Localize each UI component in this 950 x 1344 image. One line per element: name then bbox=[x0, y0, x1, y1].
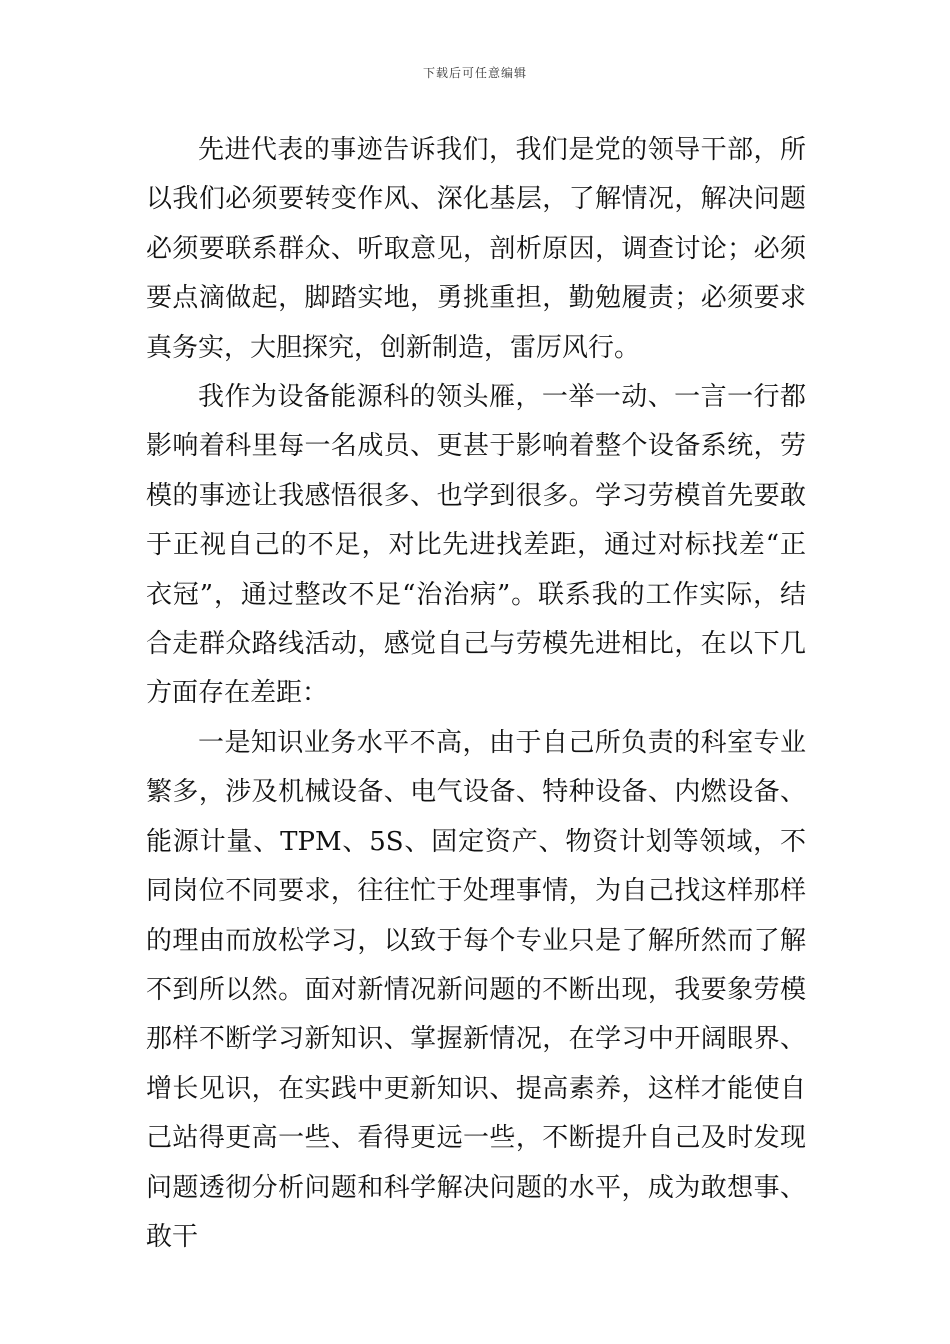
paragraph-1: 先进代表的事迹告诉我们，我们是党的领导干部，所以我们必须要转变作风、深化基层，了解情况，解决问题必须要联系群众、听取意见，剖析原因，调查讨论；必须要点滴做起，脚踏实地，勇挑重担，勤勉履责；必须要求真务实，大胆探究，创新制造，雷厉风行。 bbox=[146, 135, 806, 363]
paragraph-2: 我作为设备能源科的领头雁，一举一动、一言一行都影响着科里每一名成员、更甚于影响着整个设备系统，劳模的事迹让我感悟很多、也学到很多。学习劳模首先要敢于正视自己的不足，对比先进找差距，通过对标找差“正衣冠”，通过整改不足“治治病”。联系我的工作实际，结合走群众路线活动，感觉自己与劳模先进相比，在以下几方面存在差距： bbox=[146, 382, 806, 709]
paragraph-3: 一是知识业务水平不高，由于自己所负责的科室专业繁多，涉及机械设备、电气设备、特种设备、内燃设备、能源计量、TPM、5S、固定资产、物资计划等领域，不同岗位不同要求，往往忙于处理事情，为自己找这样那样的理由而放松学习，以致于每个专业只是了解所然而了解不到所以然。面对新情况新问题的不断出现，我要象劳模那样不断学习新知识、掌握新情况，在学习中开阔眼界、增长见识，在实践中更新知识、提高素养，这样才能使自己站得更高一些、看得更远一些，不断提升自己及时发现问题透彻分析问题和科学解决问题的水平，成为敢想事、敢干 bbox=[146, 727, 806, 1252]
header-note: 下载后可任意编辑 bbox=[422, 66, 527, 80]
document-body bbox=[146, 126, 806, 1262]
